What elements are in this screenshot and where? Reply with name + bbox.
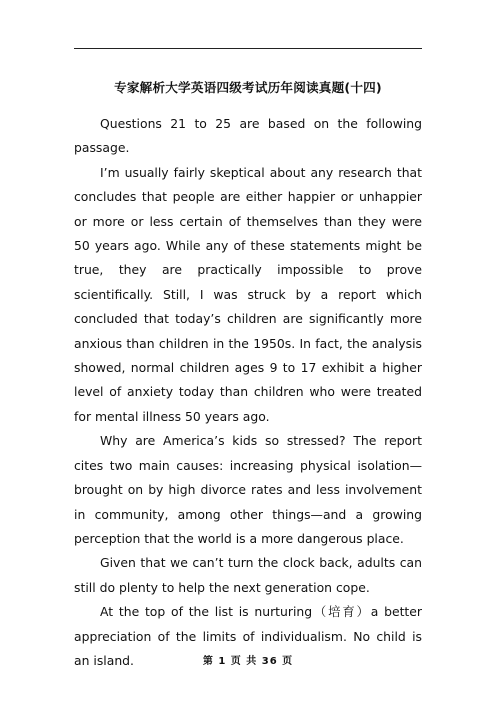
header-rule [74,48,422,49]
document-body [74,112,422,673]
document-title: 专家解析大学英语四级考试历年阅读真题(十四) [114,80,382,95]
paragraph: At the top of the list is nurturing（培育）a better appreciation of the limits of individualism. No child is an island. [74,604,422,668]
paragraph: Given that we can’t turn the clock back, adults can still do plenty to help the next generation cope. [74,555,422,595]
paragraph: I’m usually fairly skeptical about any research that concludes that people are either happier or unhappier or more or less certain of themselves than they were 50 years ago. While any of these statements might be true, they are practically impossible to prove scientifically. Still, I was struck by a report which concluded that today’s children are significantly more anxious than children in the 1950s. In fact, the analysis showed, normal children ages 9 to 17 exhibit a higher level of anxiety today than children who were treated for mental illness 50 years ago. [74,164,422,424]
paragraph: Why are America’s kids so stressed? The report cites two main causes: increasing physical isolation—brought on by high divorce rates and less involvement in community, among other things—and a growing perception that the world is a more dangerous place. [74,433,422,546]
page-footer: 第 1 页 共 36 页 [202,656,294,667]
paragraph: Questions 21 to 25 are based on the following passage. [74,116,422,156]
